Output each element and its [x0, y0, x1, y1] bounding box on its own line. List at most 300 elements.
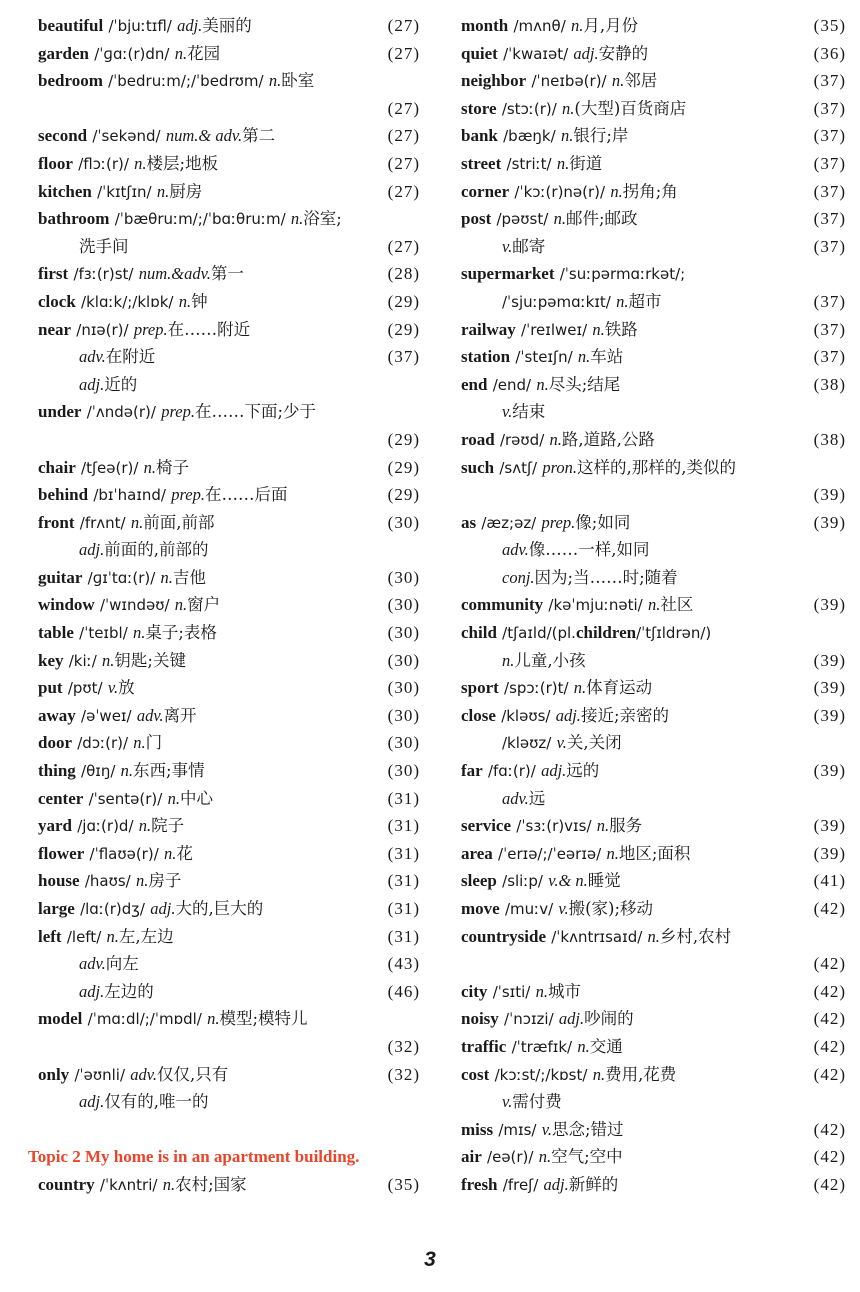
phonetic: /bɪˈhaɪnd/ — [93, 486, 166, 505]
headword: supermarket — [461, 264, 555, 284]
vocab-entry — [461, 509, 846, 537]
definition: 在附近 — [105, 347, 156, 367]
headword: second — [38, 126, 88, 146]
definition: 城市 — [547, 981, 581, 1001]
definition: 银行;岸 — [573, 126, 629, 146]
headword: end — [461, 374, 488, 394]
vocab-entry — [461, 867, 846, 895]
definition: 关,关闭 — [566, 733, 622, 753]
vocab-entry — [38, 481, 420, 509]
part-of-speech: n. — [162, 1174, 176, 1194]
headword: street — [461, 153, 502, 173]
page-ref: (37) — [813, 126, 846, 146]
page-ref: (30) — [387, 595, 420, 615]
headword: door — [38, 733, 72, 753]
phonetic: /muːv/ — [504, 900, 554, 918]
part-of-speech: prep. — [133, 319, 168, 339]
definition: 桌子;表格 — [145, 623, 217, 643]
phonetic: /mʌnθ/ — [513, 17, 566, 35]
phonetic: /lɑː(r)dʒ/ — [80, 900, 145, 918]
vocab-entry — [461, 1005, 846, 1033]
phonetic: /kləʊz/ — [502, 734, 552, 753]
page-ref: (31) — [387, 788, 420, 808]
definition: 铁路 — [604, 319, 638, 339]
page-ref: (30) — [387, 733, 420, 753]
page-ref: (39) — [813, 816, 846, 836]
definition: 邻居 — [624, 71, 658, 91]
part-of-speech: n. — [553, 209, 566, 229]
vocab-continuation — [38, 950, 420, 978]
vocab-entry — [38, 702, 420, 730]
definition: 卧室 — [281, 71, 315, 91]
definition: 花 — [176, 843, 193, 863]
phonetic: /ˈsɪti/ — [492, 982, 531, 1001]
vocab-entry — [38, 619, 420, 647]
part-of-speech: adj. — [79, 374, 105, 394]
page-ref: (42) — [813, 1174, 846, 1194]
vocab-entry — [461, 371, 846, 399]
phonetic: /spɔː(r)t/ — [504, 679, 569, 698]
definition: 近的 — [104, 374, 138, 394]
headword: floor — [38, 153, 73, 173]
vocab-entry — [38, 757, 420, 785]
phonetic: /ˈkʌntrɪsaɪd/ — [551, 927, 643, 946]
vocab-entry — [461, 978, 846, 1006]
part-of-speech: adv. — [79, 347, 106, 367]
headword: left — [38, 926, 62, 946]
vocab-entry — [461, 205, 846, 233]
phonetic: /ˈəʊnli/ — [74, 1065, 126, 1084]
phonetic: /ˈsentə(r)/ — [88, 789, 163, 808]
definition: 费用,花费 — [605, 1064, 677, 1084]
page-ref: (37) — [813, 71, 846, 91]
phonetic: /ˈsjuːpəmɑːkɪt/ — [502, 292, 611, 311]
page-ref: (36) — [813, 43, 846, 63]
headword: guitar — [38, 567, 83, 587]
vocab-continuation — [461, 729, 846, 757]
phonetic: /nɪə(r)/ — [76, 320, 129, 339]
vocab-entry — [461, 150, 846, 178]
part-of-speech: conj. — [502, 567, 535, 587]
part-of-speech: v. — [556, 733, 567, 753]
part-of-speech: n. — [138, 816, 152, 836]
definition: 钟 — [191, 291, 208, 311]
phonetic: /kiː/ — [68, 651, 97, 670]
phonetic: /kləʊs/ — [501, 706, 551, 725]
vocab-entry — [38, 729, 420, 757]
part-of-speech: n. — [606, 843, 619, 863]
part-of-speech: adv. — [502, 788, 529, 808]
definition: 第一 — [210, 264, 244, 284]
phonetic: /dɔː(r)/ — [77, 734, 129, 753]
headword: yard — [38, 816, 72, 836]
vocab-entry — [38, 923, 420, 951]
definition: 邮件;邮政 — [565, 209, 638, 229]
part-of-speech: adj. — [543, 1174, 569, 1194]
definition: 左边的 — [104, 981, 154, 1001]
phonetic: /bæŋk/ — [503, 127, 556, 146]
part-of-speech: n. — [174, 595, 188, 615]
vocab-continuation — [38, 233, 420, 261]
headword: road — [461, 429, 495, 449]
part-of-speech: n. — [577, 347, 591, 367]
part-of-speech: n. — [174, 43, 188, 63]
page-ref: (42) — [813, 899, 846, 918]
page-ref: (30) — [387, 678, 420, 698]
phonetic: /flɔː(r)/ — [78, 154, 129, 173]
definition: 邮寄 — [512, 236, 546, 256]
definition: 在……附近 — [167, 319, 251, 339]
definition: 社区 — [660, 595, 694, 615]
page-ref: (39) — [813, 512, 846, 532]
spacer — [38, 1116, 420, 1144]
page-ref: (42) — [813, 1147, 846, 1167]
page-ref: (31) — [387, 843, 420, 863]
vocab-continuation — [461, 1088, 846, 1116]
definition: (大型)百货商店 — [574, 98, 687, 118]
headword: key — [38, 650, 64, 670]
headword: center — [38, 788, 84, 808]
page-ref: (27) — [387, 16, 420, 35]
vocab-entry — [38, 454, 420, 482]
vocab-continuation — [461, 647, 846, 675]
definition: 仅有的,唯一的 — [104, 1092, 209, 1112]
part-of-speech: n. — [290, 209, 304, 229]
part-of-speech: n. — [102, 650, 115, 670]
phonetic: /sʌtʃ/ — [499, 458, 538, 477]
part-of-speech: n. — [577, 1036, 590, 1056]
page-ref: (30) — [387, 567, 420, 587]
vocab-continuation — [461, 564, 846, 592]
phonetic: /ˈsteɪʃn/ — [515, 348, 573, 367]
page-number: 3 — [424, 1248, 436, 1271]
page-ref: (37) — [813, 347, 846, 367]
page-ref: (31) — [387, 871, 420, 891]
definition: 这样的,那样的,类似的 — [577, 457, 736, 477]
part-of-speech: n. — [592, 1064, 606, 1084]
part-of-speech: num.& adv. — [165, 126, 243, 146]
vocab-continuation — [461, 536, 846, 564]
vocab-entry — [38, 1171, 420, 1199]
definition: 第二 — [242, 126, 276, 146]
page-ref: (35) — [387, 1174, 420, 1194]
page-ref: (37) — [387, 347, 420, 367]
headword: front — [38, 512, 75, 532]
part-of-speech: adj. — [558, 1009, 585, 1029]
vocab-entry — [38, 509, 420, 537]
part-of-speech: prep. — [171, 485, 205, 505]
definition: 美丽的 — [202, 16, 252, 35]
part-of-speech: v. — [541, 1119, 552, 1139]
part-of-speech: adj. — [79, 981, 105, 1001]
vocab-continuation — [38, 371, 420, 399]
headword: air — [461, 1147, 482, 1167]
page-ref: (41) — [813, 871, 846, 891]
vocab-entry — [38, 812, 420, 840]
page-ref: (43) — [387, 954, 420, 974]
definition: 乡村,农村 — [659, 926, 732, 946]
headword: as — [461, 512, 477, 532]
phonetic: /æz;əz/ — [481, 513, 537, 532]
vocab-entry — [461, 702, 846, 730]
headword: behind — [38, 485, 89, 505]
vocab-entry — [461, 12, 846, 40]
vocab-entry — [38, 591, 420, 619]
vocab-entry — [38, 867, 420, 895]
part-of-speech: n. — [160, 567, 173, 587]
definition: 窗户 — [187, 595, 221, 615]
vocab-entry — [38, 674, 420, 702]
left-column — [28, 12, 420, 1199]
definition: 尽头;结尾 — [548, 374, 621, 394]
vocab-entry — [461, 95, 846, 123]
headword: miss — [461, 1119, 494, 1139]
vocab-entry — [461, 260, 846, 288]
definition: 在……下面;少于 — [194, 402, 317, 422]
definition: 离开 — [163, 705, 197, 725]
page-ref: (30) — [387, 761, 420, 781]
vocab-entry — [461, 674, 846, 702]
definition: 吵闹的 — [584, 1009, 634, 1029]
part-of-speech: n. — [571, 16, 584, 35]
phonetic: /ˈkɪtʃɪn/ — [97, 182, 152, 201]
definition: 左,左边 — [118, 926, 174, 946]
vocab-entry — [38, 150, 420, 178]
page-ref: (42) — [813, 981, 846, 1001]
phonetic: /ˈsɜː(r)vɪs/ — [516, 817, 592, 836]
headword: first — [38, 264, 69, 284]
headword: far — [461, 761, 483, 781]
part-of-speech: adj. — [555, 705, 581, 725]
headword: service — [461, 816, 512, 836]
vocab-entry — [38, 178, 420, 206]
phonetic: /ˈflaʊə(r)/ — [89, 844, 159, 863]
phonetic: /ˈnɔɪzi/ — [504, 1010, 554, 1029]
phonetic: /kəˈmjuːnəti/ — [548, 596, 643, 615]
phonetic: /pəʊst/ — [496, 210, 549, 229]
vocab-entry — [461, 343, 846, 371]
part-of-speech: n. — [143, 457, 157, 477]
part-of-speech: v.& n. — [548, 871, 588, 891]
definition: 前面,前部 — [143, 512, 215, 532]
headword: model — [38, 1009, 83, 1029]
definition: 街道 — [569, 153, 603, 173]
part-of-speech: adv. — [79, 954, 106, 974]
headword: close — [461, 705, 496, 725]
part-of-speech: n. — [647, 926, 660, 946]
phonetic: /pʊt/ — [67, 679, 103, 698]
part-of-speech: adv. — [136, 705, 164, 725]
phonetic: /ˈkʌntri/ — [99, 1175, 158, 1194]
page-ref: (30) — [387, 650, 420, 670]
definition: 儿童,小孩 — [514, 650, 586, 670]
definition: 路,道路,公路 — [561, 429, 655, 449]
definition: 需付费 — [512, 1092, 562, 1112]
headword: corner — [461, 181, 510, 201]
plural-word: children — [575, 623, 637, 643]
definition: 体育运动 — [586, 678, 653, 698]
headword: away — [38, 705, 76, 725]
headword: thing — [38, 761, 76, 781]
phonetic: /θɪŋ/ — [81, 762, 116, 781]
phonetic: /rəʊd/ — [499, 430, 545, 449]
part-of-speech: adj. — [573, 43, 599, 63]
phonetic: /ˈʌndə(r)/ — [86, 403, 156, 422]
vocab-entry — [38, 67, 420, 95]
headword: station — [461, 347, 511, 367]
part-of-speech: n. — [536, 374, 549, 394]
definition: 交通 — [589, 1036, 623, 1056]
headword: clock — [38, 291, 76, 311]
definition: 搬(家);移动 — [568, 899, 654, 918]
page-ref: (39) — [813, 650, 846, 670]
part-of-speech: prep. — [161, 402, 195, 422]
part-of-speech: n. — [610, 181, 623, 201]
phonetic: /klɑːk/;/klɒk/ — [81, 292, 174, 311]
page-ref: (42) — [813, 1009, 846, 1029]
definition: 睡觉 — [587, 871, 621, 891]
page-ref: (29) — [387, 485, 420, 505]
vocab-continuation — [461, 233, 846, 261]
definition: 大的,巨大的 — [175, 899, 264, 918]
definition: 房子 — [148, 871, 182, 891]
headword: such — [461, 457, 495, 477]
headword: cost — [461, 1064, 490, 1084]
definition: 椅子 — [156, 457, 190, 477]
definition: 楼层;地板 — [146, 153, 219, 173]
phonetic: /ˈkɔː(r)nə(r)/ — [514, 182, 606, 201]
headword: sleep — [461, 871, 497, 891]
headword: move — [461, 899, 500, 918]
phonetic: /tʃaɪld/(pl. — [502, 624, 576, 643]
definition: 安静的 — [598, 43, 649, 63]
definition: 模型;模特儿 — [219, 1009, 308, 1029]
page-ref: (37) — [813, 181, 846, 201]
definition: 中心 — [179, 788, 213, 808]
vocab-entry — [461, 426, 846, 454]
definition: 放 — [118, 678, 135, 698]
phonetic: /eə(r)/ — [487, 1148, 534, 1167]
page-ref: (42) — [813, 1064, 846, 1084]
phonetic: /ˈsuːpərmɑːrkət/; — [559, 265, 686, 284]
phonetic: /ˈbedruːm/;/ˈbedrʊm/ — [108, 72, 264, 91]
headword: bathroom — [38, 209, 110, 229]
vocab-entry — [38, 12, 420, 40]
phonetic: /əˈweɪ/ — [81, 706, 132, 725]
vocab-continuation — [38, 1033, 420, 1061]
phonetic: /ˈtræfɪk/ — [511, 1037, 573, 1056]
phonetic: /ˈkwaɪət/ — [503, 44, 569, 63]
headword: near — [38, 319, 72, 339]
part-of-speech: adj. — [541, 761, 567, 781]
vocab-entry — [461, 40, 846, 68]
page-ref: (39) — [813, 678, 846, 698]
page-ref: (37) — [813, 209, 846, 229]
page-ref: (39) — [813, 843, 846, 863]
vocab-entry — [461, 178, 846, 206]
headword: countryside — [461, 926, 546, 946]
definition: 远 — [528, 788, 546, 808]
definition: 浴室; — [303, 209, 342, 229]
headword: only — [38, 1064, 70, 1084]
page-ref: (37) — [813, 98, 846, 118]
page-ref: (39) — [813, 761, 846, 781]
part-of-speech: v. — [502, 236, 513, 256]
page-ref: (27) — [387, 126, 420, 146]
phonetic: /end/ — [492, 375, 532, 394]
definition: 吉他 — [172, 567, 206, 587]
part-of-speech: v. — [502, 402, 513, 422]
headword: fresh — [461, 1174, 498, 1194]
part-of-speech: n. — [556, 153, 570, 173]
part-of-speech: pron. — [542, 457, 577, 477]
vocab-entry — [38, 785, 420, 813]
topic-heading — [28, 1143, 420, 1171]
vocab-continuation — [461, 398, 846, 426]
vocab-entry — [461, 895, 846, 923]
vocab-continuation — [461, 288, 846, 316]
phonetic: /left/ — [66, 927, 102, 946]
page-ref: (37) — [813, 236, 846, 256]
part-of-speech: n. — [135, 871, 149, 891]
part-of-speech: num.&adv. — [138, 264, 211, 284]
definition: 超市 — [628, 291, 662, 311]
definition: 远的 — [566, 761, 600, 781]
page-ref: (28) — [387, 264, 420, 284]
part-of-speech: n. — [502, 650, 515, 670]
part-of-speech: adj. — [177, 16, 203, 35]
phonetic: /fɜː(r)st/ — [73, 265, 134, 284]
vocab-entry — [38, 260, 420, 288]
part-of-speech: n. — [106, 926, 119, 946]
page-ref: (46) — [387, 981, 420, 1001]
definition: 月,月份 — [583, 16, 639, 35]
page-ref: (31) — [387, 926, 420, 946]
phonetic: /ˈneɪbə(r)/ — [531, 72, 607, 91]
page-ref: (30) — [387, 623, 420, 643]
headword: put — [38, 678, 63, 698]
page-ref: (39) — [813, 705, 846, 725]
vocab-continuation — [38, 978, 420, 1006]
definition: 新鲜的 — [568, 1174, 619, 1194]
page-ref: (38) — [813, 429, 846, 449]
vocab-entry — [38, 122, 420, 150]
phonetic: /ˈsekənd/ — [92, 127, 161, 146]
page-ref: (37) — [813, 291, 846, 311]
headword: quiet — [461, 43, 498, 63]
definition: 在……后面 — [205, 485, 288, 505]
phonetic: /ˈwɪndəʊ/ — [99, 596, 170, 615]
headword: country — [38, 1174, 95, 1194]
vocab-continuation — [38, 343, 420, 371]
part-of-speech: n. — [164, 843, 177, 863]
page-ref: (42) — [813, 1036, 846, 1056]
part-of-speech: n. — [167, 788, 180, 808]
headword: community — [461, 595, 544, 615]
definition: 因为;当……时;随着 — [534, 567, 678, 587]
phonetic: /jɑː(r)d/ — [77, 817, 134, 836]
part-of-speech: n. — [130, 512, 144, 532]
definition: 门 — [145, 733, 163, 753]
definition: 接近;亲密的 — [580, 705, 669, 725]
vocab-entry — [461, 1061, 846, 1089]
part-of-speech: adj. — [150, 899, 176, 918]
phonetic: /fɑː(r)/ — [487, 762, 536, 781]
phonetic: /haʊs/ — [84, 872, 131, 891]
phonetic: /ˈbjuːtɪfl/ — [108, 17, 172, 35]
vocab-continuation — [38, 95, 420, 123]
vocab-continuation — [38, 426, 420, 454]
